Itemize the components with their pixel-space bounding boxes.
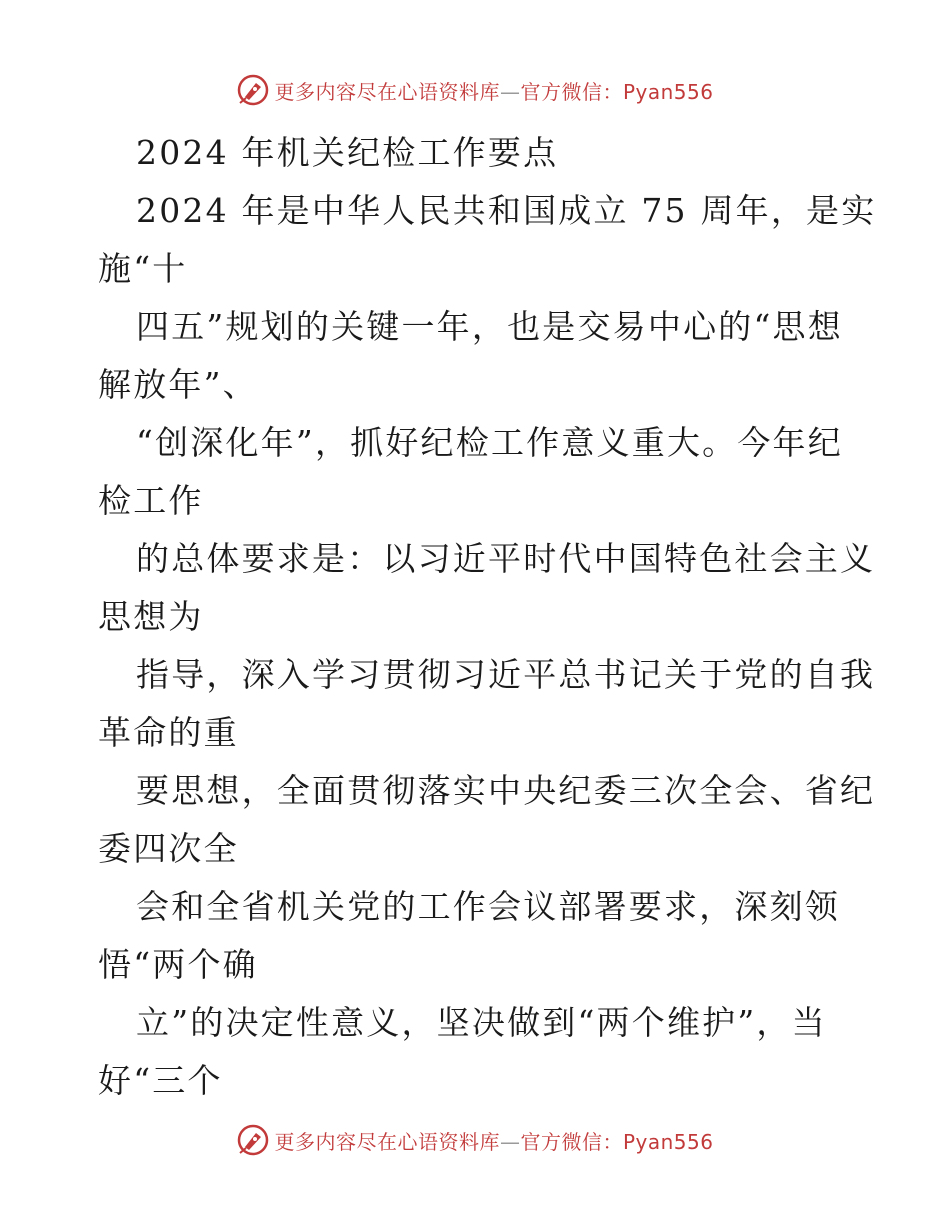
- footer-banner: [0, 1118, 950, 1162]
- document-title: 2024 年机关纪检工作要点: [136, 133, 559, 172]
- paragraph-line: 悟“两个确: [98, 945, 258, 984]
- pen-nib-logo-icon: [236, 1123, 270, 1157]
- paragraph-line: 2024 年是中华人民共和国成立 75 周年，是实: [136, 191, 877, 230]
- paragraph-line: 的总体要求是：以习近平时代中国特色社会主义: [136, 539, 876, 578]
- banner-separator: —: [499, 79, 521, 104]
- banner-wechat-text: 官方微信：Pyan556: [520, 79, 714, 104]
- banner-wechat-text: 官方微信：Pyan556: [520, 1129, 714, 1154]
- paragraph-line: “创深化年”，抓好纪检工作意义重大。今年纪: [136, 423, 843, 462]
- paragraph-line: 革命的重: [98, 713, 239, 752]
- banner-main-text: 更多内容尽在心语资料库: [274, 1129, 500, 1154]
- paragraph-line: 委四次全: [98, 829, 239, 868]
- paragraph-line: 指导，深入学习贯彻习近平总书记关于党的自我: [136, 655, 876, 694]
- paragraph-line: 施“十: [98, 249, 188, 288]
- paragraph-line: 检工作: [98, 481, 204, 520]
- banner-text: [274, 1126, 713, 1155]
- document-body: [98, 124, 877, 1110]
- paragraph-line: 思想为: [98, 597, 204, 636]
- header-banner: [0, 68, 950, 112]
- paragraph-line: 会和全省机关党的工作会议部署要求，深刻领: [136, 887, 840, 926]
- paragraph-line: 要思想，全面贯彻落实中央纪委三次全会、省纪: [136, 771, 876, 810]
- paragraph-line: 四五”规划的关键一年，也是交易中心的“思想: [136, 307, 843, 346]
- paragraph-line: 立”的决定性意义，坚决做到“两个维护”，当: [136, 1003, 827, 1042]
- banner-main-text: 更多内容尽在心语资料库: [274, 79, 500, 104]
- banner-text: [274, 76, 713, 105]
- banner-separator: —: [499, 1129, 521, 1154]
- pen-nib-logo-icon: [236, 73, 270, 107]
- paragraph-line: 解放年”、: [98, 365, 258, 404]
- paragraph-line: 好“三个: [98, 1061, 223, 1100]
